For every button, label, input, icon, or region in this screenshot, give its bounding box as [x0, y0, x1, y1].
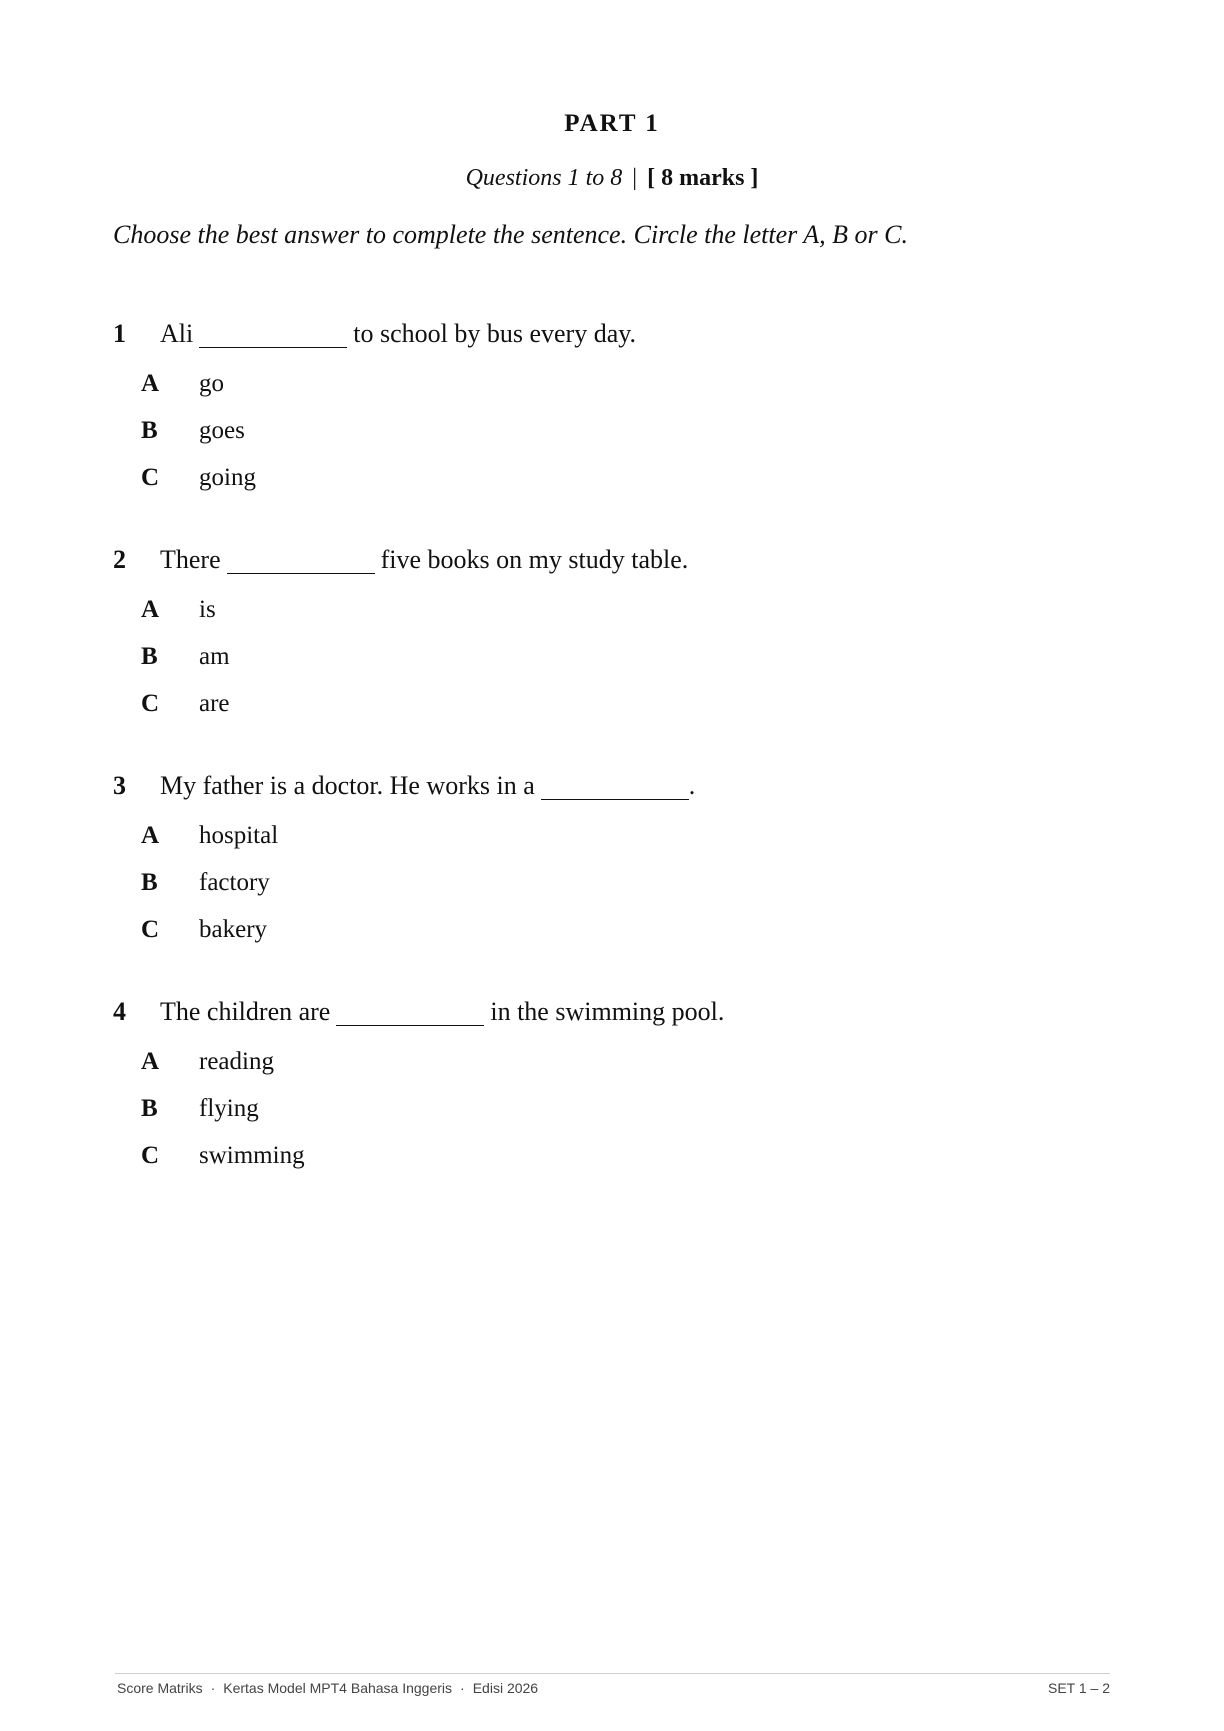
- answer-blank: [541, 773, 689, 800]
- question-number: 3: [113, 771, 126, 800]
- footer-dot: ·: [210, 1680, 216, 1696]
- option-letter: B: [141, 416, 158, 444]
- answer-blank: [227, 547, 375, 574]
- option-a[interactable]: [113, 586, 1113, 633]
- question-number: 4: [113, 997, 126, 1026]
- stem-after: .: [688, 771, 696, 800]
- option-text: goes: [199, 416, 245, 444]
- option-letter: A: [141, 1047, 160, 1075]
- instruction: Choose the best answer to complete the sentence. Circle the letter A, B or C.: [113, 220, 909, 249]
- option-b[interactable]: [113, 859, 1113, 906]
- footer-info: [117, 1680, 538, 1696]
- option-text: am: [199, 642, 230, 670]
- option-letter: C: [141, 1141, 160, 1169]
- page-label: SET 1 – 2: [1047, 1680, 1110, 1696]
- footer-edition: Edisi 2026: [472, 1680, 539, 1696]
- option-letter: B: [141, 642, 158, 670]
- option-text: reading: [199, 1047, 274, 1075]
- footer-divider: [115, 1673, 1110, 1674]
- option-c[interactable]: [113, 906, 1113, 953]
- option-c[interactable]: [113, 680, 1113, 727]
- option-letter: A: [141, 821, 160, 849]
- options-list: [113, 812, 1113, 953]
- question-stem: [113, 767, 1113, 805]
- option-letter: C: [141, 915, 160, 943]
- option-text: is: [199, 595, 216, 623]
- stem-after: in the swimming pool.: [490, 997, 725, 1026]
- option-letter: B: [141, 1094, 158, 1122]
- option-text: bakery: [199, 915, 268, 943]
- option-text: are: [199, 689, 230, 717]
- question-4: [113, 993, 1113, 1179]
- separator: |: [632, 165, 638, 191]
- option-b[interactable]: [113, 633, 1113, 680]
- footer-dot: ·: [460, 1680, 465, 1696]
- question-range-line: [0, 165, 1224, 192]
- option-text: go: [199, 369, 224, 397]
- option-a[interactable]: [113, 360, 1113, 407]
- option-letter: B: [141, 868, 158, 896]
- option-letter: C: [141, 463, 160, 491]
- question-3: [113, 767, 1113, 953]
- option-letter: A: [141, 595, 160, 623]
- question-stem: [113, 541, 1113, 579]
- option-text: going: [199, 463, 256, 491]
- part-title: PART 1: [564, 110, 660, 137]
- question-stem: [113, 993, 1113, 1031]
- option-letter: A: [141, 369, 160, 397]
- option-text: flying: [199, 1094, 259, 1122]
- option-c[interactable]: [113, 454, 1113, 501]
- option-text: factory: [199, 868, 270, 896]
- option-text: swimming: [199, 1141, 305, 1169]
- stem-before: Ali: [160, 319, 194, 348]
- answer-blank: [199, 321, 347, 348]
- option-a[interactable]: [113, 812, 1113, 859]
- options-list: [113, 360, 1113, 501]
- option-letter: C: [141, 689, 160, 717]
- stem-before: My father is a doctor. He works in a: [160, 771, 535, 800]
- option-c[interactable]: [113, 1132, 1113, 1179]
- question-2: [113, 541, 1113, 727]
- option-a[interactable]: [113, 1038, 1113, 1085]
- stem-before: There: [160, 545, 221, 574]
- options-list: [113, 1038, 1113, 1179]
- option-b[interactable]: [113, 407, 1113, 454]
- question-1: [113, 315, 1113, 501]
- question-number: 1: [113, 319, 126, 348]
- stem-after: to school by bus every day.: [353, 319, 637, 348]
- marks-label: [ 8 marks ]: [647, 165, 759, 191]
- question-range: Questions 1 to 8: [465, 165, 623, 191]
- stem-before: The children are: [160, 997, 331, 1026]
- question-number: 2: [113, 545, 126, 574]
- answer-blank: [336, 999, 484, 1026]
- option-b[interactable]: [113, 1085, 1113, 1132]
- footer-title: Kertas Model MPT4 Bahasa Inggeris: [223, 1680, 453, 1696]
- question-stem: [113, 315, 1113, 353]
- footer-publisher: Score Matriks: [117, 1680, 203, 1696]
- option-text: hospital: [199, 821, 279, 849]
- options-list: [113, 586, 1113, 727]
- stem-after: five books on my study table.: [380, 545, 689, 574]
